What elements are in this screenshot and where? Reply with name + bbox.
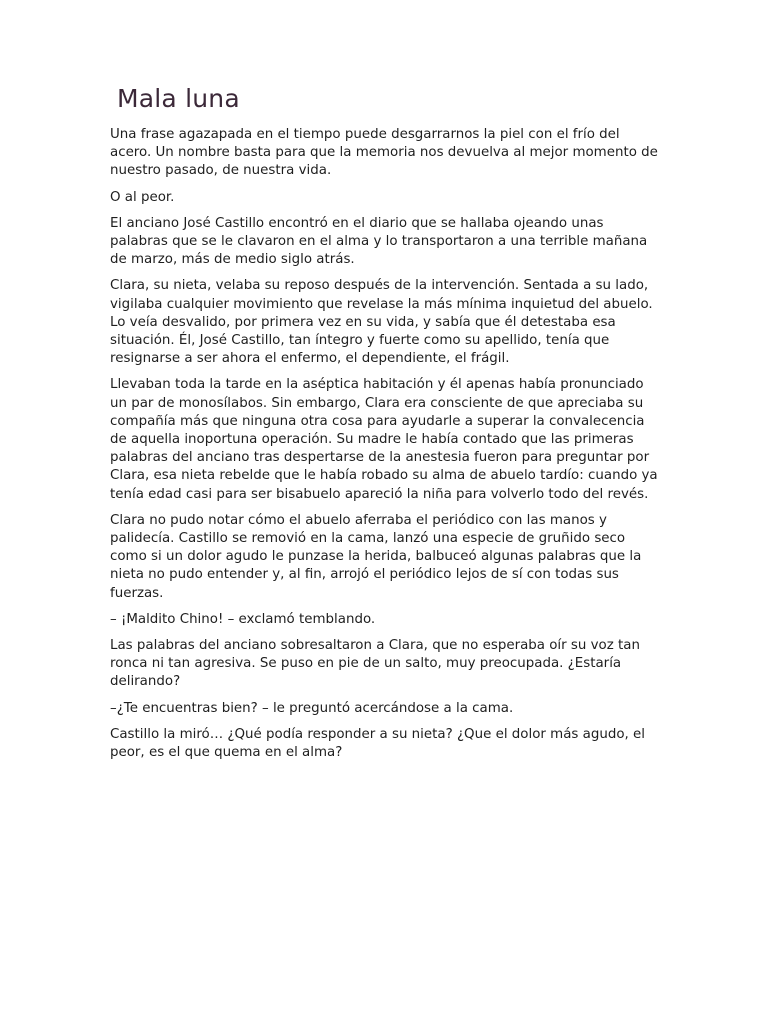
paragraph-4: Clara, su nieta, velaba su reposo después de la intervención. Sentada a su lado, vigilaba cualquier movimiento que revelase la más mínima inquietud del abuelo. Lo veía desvalido, por primera vez en su vida, y sabía que él detestaba esa situación. Él, José Castillo, tan íntegro y fuerte como su apellido, tenía que resignarse a ser ahora el enfermo, el dependiente, el frágil. [110, 278, 653, 367]
paragraph-2: O al peor. [110, 189, 175, 205]
paragraph-7: – ¡Maldito Chino! – exclamó temblando. [110, 611, 376, 627]
paragraph-10: Castillo la miró… ¿Qué podía responder a su nieta? ¿Que el dolor más agudo, el peor, es el que quema en el alma? [110, 726, 645, 761]
paragraph-1: Una frase agazapada en el tiempo puede desgarrarnos la piel con el frío del acero. Un nombre basta para que la memoria nos devuelva al mejor momento de nuestro pasado, de nuestra vida. [110, 127, 658, 179]
document-body [110, 126, 658, 770]
paragraph-8: Las palabras del anciano sobresaltaron a Clara, que no esperaba oír su voz tan ronca ni tan agresiva. Se puso en pie de un salto, muy preocupada. ¿Estaría delirando? [110, 638, 640, 690]
document-title: Mala luna [117, 84, 240, 113]
paragraph-9: –¿Te encuentras bien? – le preguntó acercándose a la cama. [110, 700, 514, 716]
paragraph-6: Clara no pudo notar cómo el abuelo aferraba el periódico con las manos y palidecía. Castillo se removió en la cama, lanzó una especie de gruñido seco como si un dolor agudo le punzase la herida, balbuceó algunas palabras que la nieta no pudo entender y, al fin, arrojó el periódico lejos de sí con todas sus fuerzas. [110, 512, 642, 601]
paragraph-5: Llevaban toda la tarde en la aséptica habitación y él apenas había pronunciado un par de monosílabos. Sin embargo, Clara era consciente de que apreciaba su compañía más que ninguna otra cosa para ayudarle a superar la convalecencia de aquella inoportuna operación. Su madre le había contado que las primeras palabras del anciano tras despertarse de la anestesia fueron para preguntar por Clara, esa nieta rebelde que le había robado su alma de abuelo tardío: cuando ya tenía edad casi para ser bisabuelo apareció la niña para volverlo todo del revés. [110, 377, 658, 502]
paragraph-3: El anciano José Castillo encontró en el diario que se hallaba ojeando unas palabras que se le clavaron en el alma y lo transportaron a una terrible mañana de marzo, más de medio siglo atrás. [110, 215, 648, 268]
